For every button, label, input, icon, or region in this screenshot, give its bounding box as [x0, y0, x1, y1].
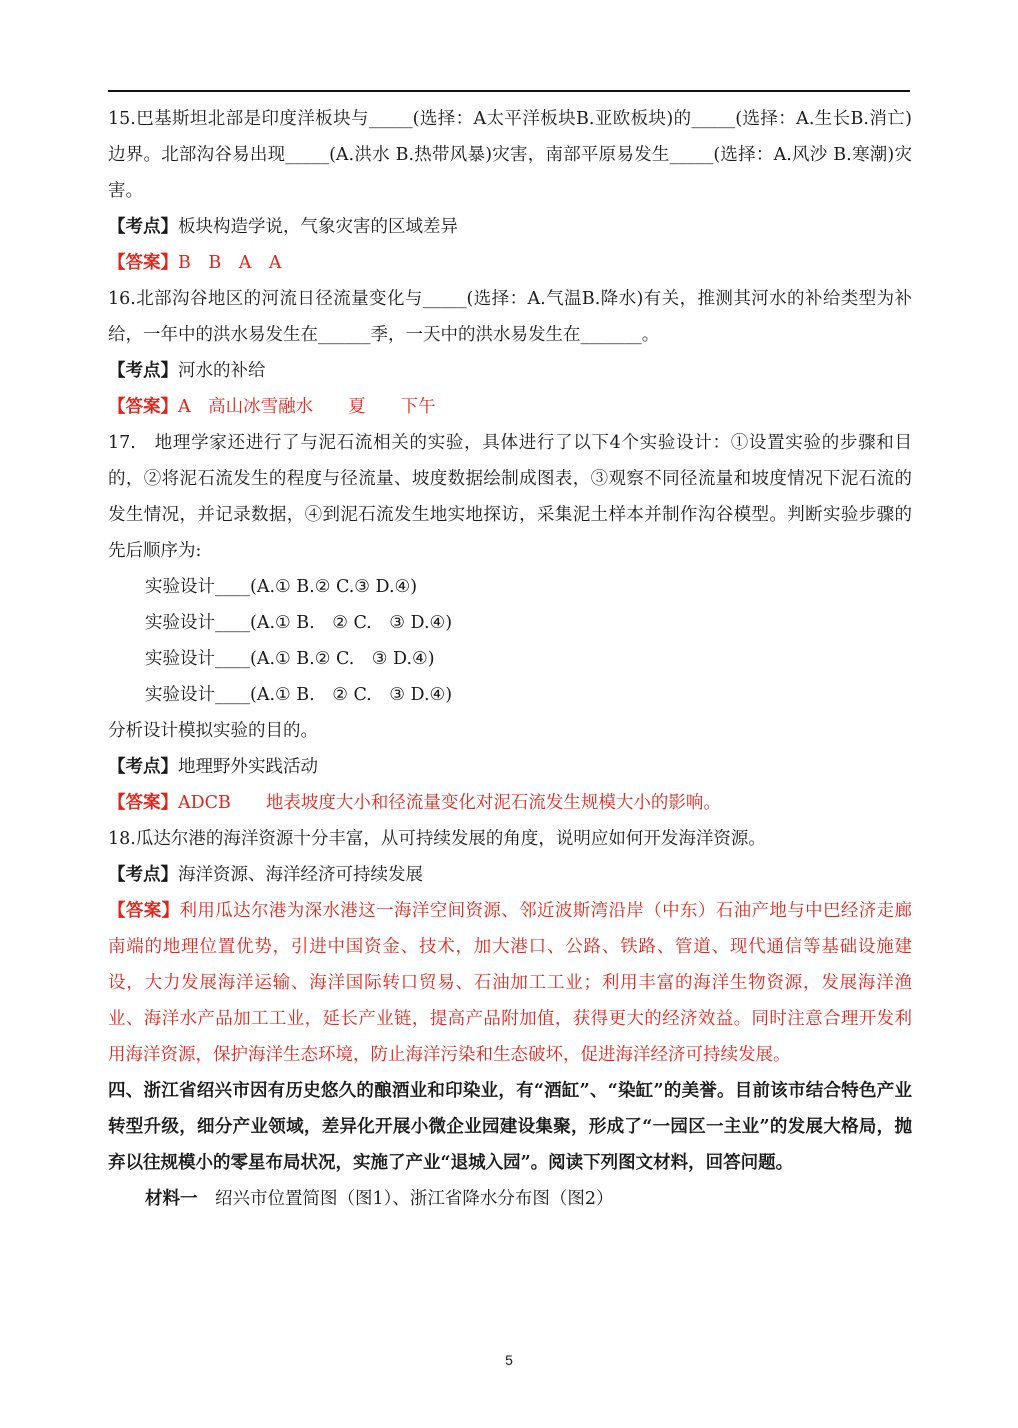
- document-body: [108, 101, 912, 1217]
- q16-kaodian: [108, 353, 912, 389]
- kaodian-text: 海洋资源、海洋经济可持续发展: [178, 865, 423, 885]
- answer-label: 【答案】: [108, 793, 178, 813]
- q17-option-2: 实验设计____(A.① B. ② C. ③ D.④): [145, 613, 453, 633]
- kaodian-text: 板块构造学说，气象灾害的区域差异: [178, 217, 458, 237]
- answer-label: 【答案】: [108, 901, 180, 921]
- q18-answer: [108, 893, 912, 1073]
- page-number: 5: [505, 1352, 513, 1368]
- kaodian-label: 【考点】: [108, 217, 178, 237]
- answer-text: B B A A: [178, 253, 282, 273]
- q17-option-4: 实验设计____(A.① B. ② C. ③ D.④): [145, 685, 453, 705]
- question-16: 16.北部沟谷地区的河流日径流量变化与_____(选择：A.气温B.降水)有关，推测其河水的补给类型为补给，一年中的洪水易发生在______季，一天中的洪水易发生在_______。: [108, 289, 912, 345]
- kaodian-label: 【考点】: [108, 361, 178, 381]
- answer-label: 【答案】: [108, 253, 178, 273]
- answer-text: A 高山冰雪融水 夏 下午: [178, 397, 436, 417]
- question-17: 17. 地理学家还进行了与泥石流相关的实验，具体进行了以下4个实验设计：①设置实验的步骤和目的，②将泥石流发生的程度与径流量、坡度数据绘制成图表，③观察不同径流量和坡度情况下泥石流的发生情况，并记录数据，④到泥石流发生地实地探访，采集泥土样本并制作沟谷模型。判断实验步骤的先后顺序为:: [108, 433, 912, 561]
- question-15: 15.巴基斯坦北部是印度洋板块与_____(选择：A太平洋板块B.亚欧板块)的_____(选择：A.生长B.消亡)边界。北部沟谷易出现_____(A.洪水 B.热带风暴)灾害，南部平原易发生_____(选择：A.风沙 B.寒潮)灾害。: [108, 109, 912, 201]
- section-4-intro: 四、浙江省绍兴市因有历史悠久的酿酒业和印染业，有“酒缸”、“染缸”的美誉。目前该市结合特色产业转型升级，细分产业领域，差异化开展小微企业园建设集聚，形成了“一园区一主业”的发展大格局，抛弃以往规模小的零星布局状况，实施了产业“退城入园”。阅读下列图文材料，回答问题。: [108, 1081, 912, 1173]
- q17-answer: [108, 785, 912, 821]
- kaodian-label: 【考点】: [108, 757, 178, 777]
- q15-answer: [108, 245, 912, 281]
- question-18: 18.瓜达尔港的海洋资源十分丰富，从可持续发展的角度，说明应如何开发海洋资源。: [108, 829, 766, 849]
- answer-text: 利用瓜达尔港为深水港这一海洋空间资源、邻近波斯湾沿岸（中东）石油产地与中巴经济走廊南端的地理位置优势，引进中国资金、技术，加大港口、公路、铁路、管道、现代通信等基础设施建设，大力发展海洋运输、海洋国际转口贸易、石油加工工业；利用丰富的海洋生物资源，发展海洋渔业、海洋水产品加工工业，延长产业链，提高产品附加值，获得更大的经济效益。同时注意合理开发利用海洋资源，保护海洋生态环境，防止海洋污染和生态破坏，促进海洋经济可持续发展。: [108, 901, 912, 1065]
- kaodian-text: 河水的补给: [178, 361, 266, 381]
- q17-option-3: 实验设计____(A.① B.② C. ③ D.④): [145, 649, 435, 669]
- q15-kaodian: [108, 209, 912, 245]
- q17-tail: 分析设计模拟实验的目的。: [108, 721, 318, 741]
- q18-kaodian: [108, 857, 912, 893]
- q17-kaodian: [108, 749, 912, 785]
- q17-option-1: 实验设计____(A.① B.② C.③ D.④): [145, 577, 418, 597]
- answer-label: 【答案】: [108, 397, 178, 417]
- header-rule: [108, 90, 910, 92]
- kaodian-text: 地理野外实践活动: [178, 757, 318, 777]
- q16-answer: [108, 389, 912, 425]
- kaodian-label: 【考点】: [108, 865, 178, 885]
- material-text: 绍兴市位置简图（图1）、浙江省降水分布图（图2）: [197, 1189, 614, 1209]
- material-label: 材料一: [145, 1189, 198, 1209]
- answer-text: ADCB 地表坡度大小和径流量变化对泥石流发生规模大小的影响。: [178, 793, 721, 813]
- material-one: [108, 1181, 912, 1217]
